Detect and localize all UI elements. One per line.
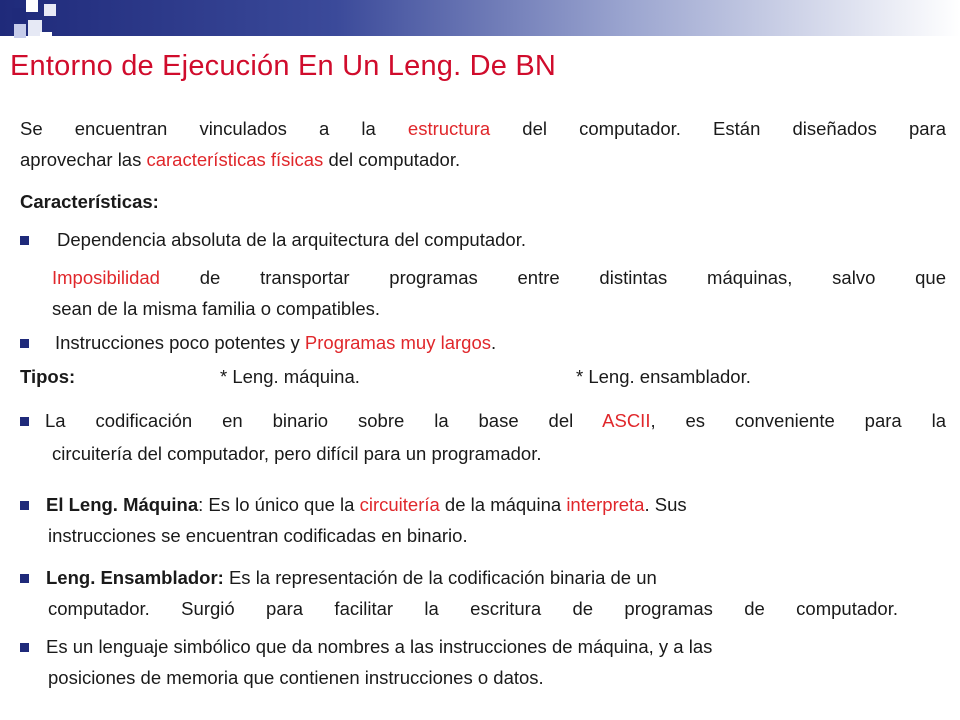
list-item-text: , es conveniente para la — [650, 410, 947, 431]
intro-text: del computador. Están diseñados para — [490, 118, 946, 139]
list-item — [20, 489, 920, 551]
highlight-text: interpreta — [566, 494, 645, 515]
square-bullet-icon — [20, 339, 29, 348]
tipos-label: Tipos: — [20, 366, 76, 387]
list-item-text: instrucciones se encuentran codificadas en binario. — [48, 525, 468, 546]
list-item-text: : Es lo único que la — [198, 494, 360, 515]
list-item-text: Instrucciones poco potentes y — [55, 332, 305, 353]
decor-square — [12, 8, 26, 22]
highlight-text: circuitería — [359, 494, 440, 515]
slide-title: Entorno de Ejecución En Un Leng. De BN — [10, 50, 557, 82]
intro-text: aprovechar las — [20, 149, 147, 170]
list-item — [20, 631, 940, 693]
term-label: Leng. Ensamblador: — [46, 567, 224, 588]
term-label: El Leng. Máquina — [46, 494, 199, 515]
paragraph-text: de transportar programas entre distintas máquinas, salvo que — [159, 267, 946, 288]
imposibilidad-paragraph — [52, 262, 946, 324]
intro-text: Se encuentran vinculados a la — [20, 118, 408, 139]
list-item-text: Es un lenguaje simbólico que da nombres a las instrucciones de máquina, y a las — [46, 636, 713, 657]
caracteristicas-heading: Características: — [20, 191, 159, 212]
list-item-text: computador. Surgió para facilitar la escritura de programas de computador. — [48, 598, 898, 619]
tipo-ensamblador: * Leng. ensamblador. — [576, 366, 751, 387]
square-bullet-icon — [20, 574, 29, 583]
highlight-text: ASCII — [602, 410, 651, 431]
intro-text: del computador. — [323, 149, 461, 170]
list-item-text: circuitería del computador, pero difícil para un programador. — [52, 443, 542, 464]
decor-square — [44, 4, 56, 16]
square-bullet-icon — [20, 417, 29, 426]
highlight-text: Programas muy largos — [304, 332, 491, 353]
list-item — [20, 562, 920, 624]
list-item-text: La codificación en binario sobre la base del — [45, 410, 603, 431]
list-item-text: Dependencia absoluta de la arquitectura del computador. — [57, 229, 526, 250]
paragraph-text: sean de la misma familia o compatibles. — [52, 298, 381, 319]
decor-square — [40, 32, 52, 44]
intro-paragraph — [20, 113, 946, 175]
list-item-text: . — [491, 332, 497, 353]
square-bullet-icon — [20, 501, 29, 510]
list-item-text: Es la representación de la codificación binaria de un — [223, 567, 657, 588]
intro-highlight: estructura — [407, 118, 491, 139]
list-item — [20, 404, 946, 470]
list-item-text: de la máquina — [439, 494, 567, 515]
decor-square — [14, 24, 26, 38]
decor-square — [26, 0, 38, 12]
header-bar — [0, 0, 960, 36]
highlight-text: Imposibilidad — [52, 267, 160, 288]
list-item-text: posiciones de memoria que contienen instrucciones o datos. — [48, 667, 544, 688]
square-bullet-icon — [20, 643, 29, 652]
tipo-maquina: * Leng. máquina. — [220, 366, 360, 387]
intro-highlight: características físicas — [146, 149, 324, 170]
list-item — [20, 224, 526, 255]
list-item — [20, 327, 496, 358]
square-bullet-icon — [20, 236, 29, 245]
list-item-text: . Sus — [644, 494, 687, 515]
